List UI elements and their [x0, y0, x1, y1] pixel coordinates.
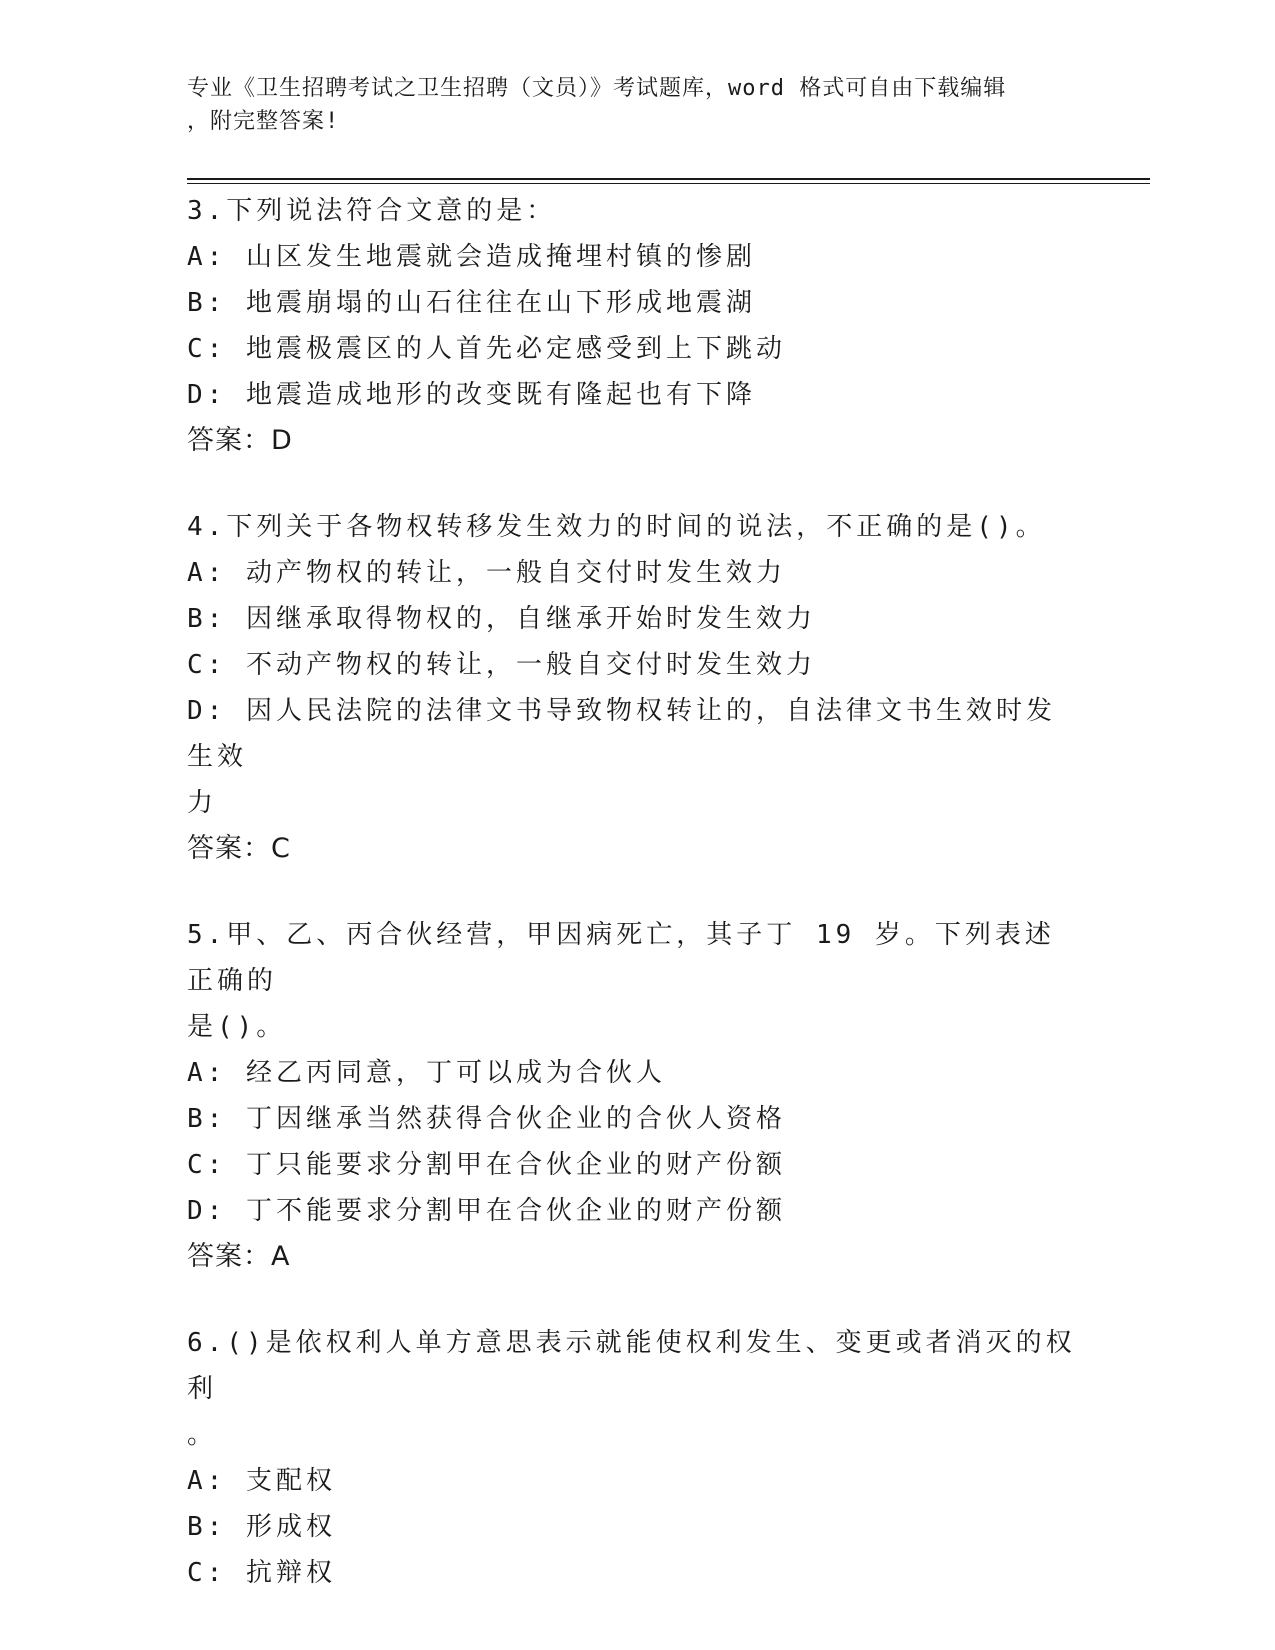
answer-option: B: 因继承取得物权的，自继承开始时发生效力	[187, 604, 816, 634]
answer-option: 力	[187, 788, 218, 818]
question-list	[187, 188, 1077, 1636]
answer-option: A: 山区发生地震就会造成掩埋村镇的惨剧	[187, 242, 756, 272]
answer-option: A: 动产物权的转让，一般自交付时发生效力	[187, 558, 786, 588]
answer-option: D: 丁不能要求分割甲在合伙企业的财产份额	[187, 1196, 786, 1226]
answer-option: B: 丁因继承当然获得合伙企业的合伙人资格	[187, 1104, 786, 1134]
question-block	[187, 912, 1077, 1280]
question-block	[187, 1320, 1077, 1596]
answer-option: A: 经乙丙同意，丁可以成为合伙人	[187, 1058, 666, 1088]
answer-option: C: 丁只能要求分割甲在合伙企业的财产份额	[187, 1150, 786, 1180]
answer-option: A: 支配权	[187, 1466, 336, 1496]
answer-option: B: 形成权	[187, 1512, 336, 1542]
question-stem: 4.下列关于各物权转移发生效力的时间的说法，不正确的是()。	[187, 512, 1046, 542]
question-stem: 。	[187, 1420, 218, 1450]
header-line-1: 专业《卫生招聘考试之卫生招聘（文员）》考试题库，word 格式可自由下载编辑	[187, 76, 1007, 101]
header-divider-thick	[187, 178, 1150, 180]
question-stem: 5.甲、乙、丙合伙经营，甲因病死亡，其子丁 19 岁。下列表述正确的	[187, 920, 1055, 996]
question-stem: 3.下列说法符合文意的是：	[187, 196, 557, 226]
question-block	[187, 504, 1077, 872]
answer-option: C: 地震极震区的人首先必定感受到上下跳动	[187, 334, 786, 364]
answer-option: C: 不动产物权的转让，一般自交付时发生效力	[187, 650, 816, 680]
answer-key: 答案：D	[187, 425, 293, 456]
question-block	[187, 188, 1077, 464]
header-divider-thin	[187, 183, 1150, 184]
answer-option: D: 地震造成地形的改变既有隆起也有下降	[187, 380, 756, 410]
question-stem: 6.()是依权利人单方意思表示就能使权利发生、变更或者消灭的权利	[187, 1328, 1076, 1404]
answer-option: B: 地震崩塌的山石往往在山下形成地震湖	[187, 288, 756, 318]
page-header	[187, 72, 1087, 138]
answer-key: 答案：A	[187, 1241, 291, 1272]
question-stem: 是()。	[187, 1012, 287, 1042]
answer-option: C: 抗辩权	[187, 1558, 336, 1588]
answer-option: D: 因人民法院的法律文书导致物权转让的，自法律文书生效时发生效	[187, 696, 1056, 772]
answer-key: 答案：C	[187, 833, 291, 864]
header-line-2: ，附完整答案!	[187, 109, 340, 134]
